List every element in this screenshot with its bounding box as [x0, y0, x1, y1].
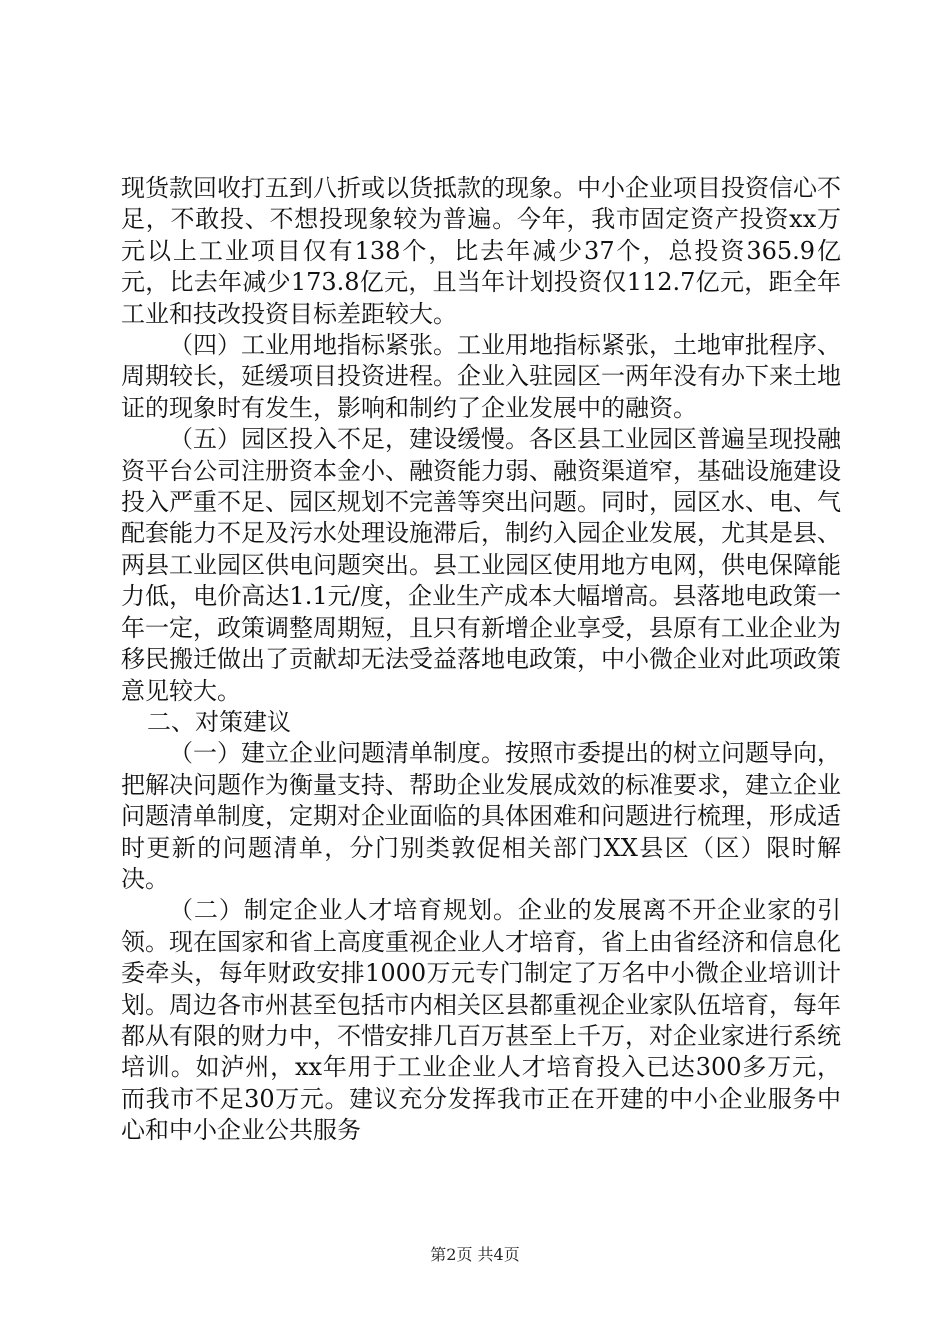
section-heading-countermeasures: 二、对策建议: [147, 707, 291, 736]
paragraph-investment-confidence: 现货款回收打五到八折或以货抵款的现象。中小企业项目投资信心不足，不敢投、不想投现象较为普遍。今年，我市固定资产投资xx万元以上工业项目仅有138个，比去年减少37个，总投资365.9亿元，比去年减少173.8亿元，且当年计划投资仅112.7亿元，距全年工业和技改投资目标差距较大。: [121, 174, 841, 328]
document-body: [121, 173, 841, 1147]
paragraph-talent-plan: （二）制定企业人才培育规划。企业的发展离不开企业家的引领。现在国家和省上高度重视企业人才培育，省上由省经济和信息化委牵头，每年财政安排1000万元专门制定了万名中小微企业培训计划。周边各市州甚至包括市内相关区县都重视企业家队伍培育，每年都从有限的财力中，不惜安排几百万甚至上千万，对企业家进行系统培训。如泸州，xx年用于工业企业人才培育投入已达300多万元，而我市不足30万元。建议充分发挥我市正在开建的中小企业服务中心和中小企业公共服务: [121, 896, 841, 1145]
paragraph-problem-list: （一）建立企业问题清单制度。按照市委提出的树立问题导向，把解决问题作为衡量支持、帮助企业发展成效的标准要求，建立企业问题清单制度，定期对企业面临的具体困难和问题进行梳理，形成适时更新的问题清单，分门别类敦促相关部门XX县区（区）限时解决。: [121, 739, 841, 893]
paragraph-park-investment: （五）园区投入不足，建设缓慢。各区县工业园区普遍呈现投融资平台公司注册资本金小、融资能力弱、融资渠道窄，基础设施建设投入严重不足、园区规划不完善等突出问题。同时，园区水、电、气配套能力不足及污水处理设施滞后，制约入园企业发展，尤其是县、两县工业园区供电问题突出。县工业园区使用地方电网，供电保障能力低，电价高达1.1元/度，企业生产成本大幅增高。县落地电政策一年一定，政策调整周期短，且只有新增企业享受，县原有工业企业为移民搬迁做出了贡献却无法受益落地电政策，中小微企业对此项政策意见较大。: [121, 425, 841, 705]
paragraph-industrial-land: （四）工业用地指标紧张。工业用地指标紧张，土地审批程序、周期较长，延缓项目投资进程。企业入驻园区一两年没有办下来土地证的现象时有发生，影响和制约了企业发展中的融资。: [121, 331, 841, 422]
page-number-footer: 第2页 共4页: [430, 1245, 520, 1264]
